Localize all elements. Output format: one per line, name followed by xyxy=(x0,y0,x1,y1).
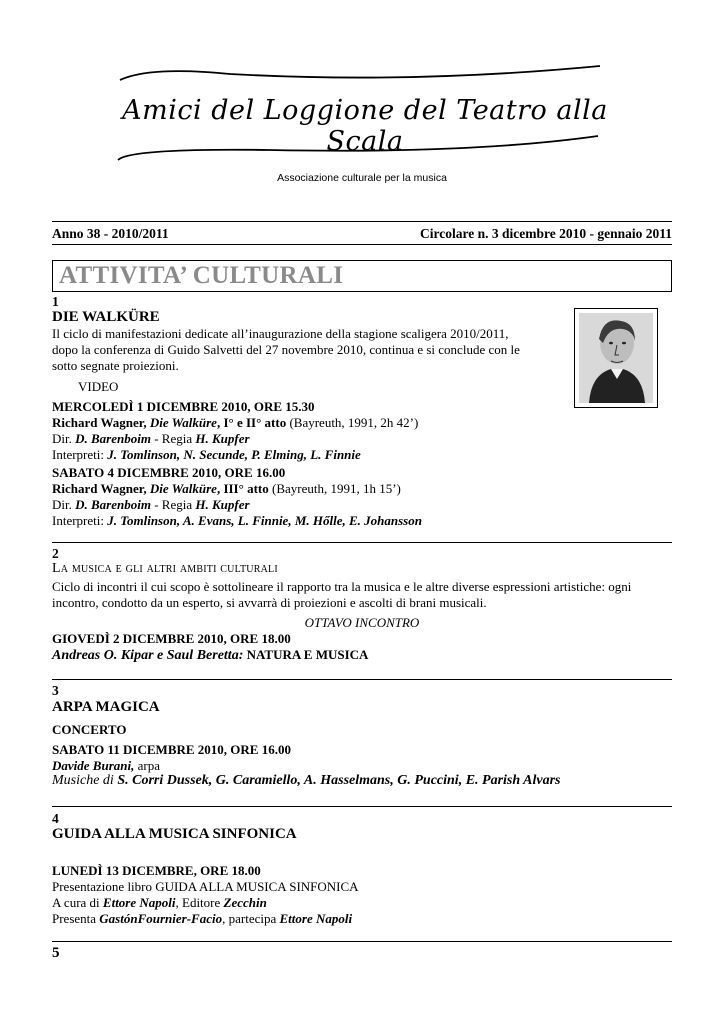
editor-line: A cura di Ettore Napoli, Editore Zecchin xyxy=(52,895,267,910)
item-title-4: GUIDA ALLA MUSICA SINFONICA xyxy=(52,826,297,842)
logo-name: Amici del Loggione del Teatro alla Scala xyxy=(122,95,608,157)
video-label: VIDEO xyxy=(78,379,119,394)
event-date: LUNEDÌ 13 DICEMBRE, ORE 18.00 xyxy=(52,863,261,878)
event-date: SABATO 4 DICEMBRE 2010, ORE 16.00 xyxy=(52,465,286,480)
divider xyxy=(52,244,672,245)
item-intro-2 xyxy=(52,579,672,611)
section-title: ATTIVITA’ CULTURALI xyxy=(59,262,344,289)
item-intro-1 xyxy=(52,326,520,374)
event-performer: Davide Burani, arpa xyxy=(52,758,160,773)
item-title-1: DIE WALKÜRE xyxy=(52,309,160,325)
event-date: GIOVEDÌ 2 DICEMBRE 2010, ORE 18.00 xyxy=(52,631,291,646)
event-2 xyxy=(52,465,422,529)
event-speakers: Andreas O. Kipar e Saul Beretta: NATURA E MUSICA xyxy=(52,647,369,663)
event-date: MERCOLEDÌ 1 DICEMBRE 2010, ORE 15.30 xyxy=(52,399,315,414)
item-title-2: La musica e gli altri ambiti culturali xyxy=(52,561,278,576)
intro-line: incontro, condotto da un esperto, si avvarrà di proiezioni e ascolti di brani musicali. xyxy=(52,595,487,610)
section-title-box xyxy=(52,260,672,292)
event-work: Richard Wagner, Die Walküre, III° atto (Bayreuth, 1991, 1h 15’) xyxy=(52,481,401,496)
intro-line: dopo la conferenza di Guido Salvetti del 27 novembre 2010, continua e si conclude con le xyxy=(52,342,520,357)
book-line: Presentazione libro GUIDA ALLA MUSICA SINFONICA xyxy=(52,879,359,894)
event-4 xyxy=(52,863,359,927)
circular-label: Circolare n. 3 dicembre 2010 - gennaio 2011 xyxy=(420,226,672,241)
header-row xyxy=(52,226,672,242)
item-number-1: 1 xyxy=(52,294,59,309)
item-number-4: 4 xyxy=(52,811,59,826)
event-program: Musiche di S. Corri Dussek, G. Caramiello, A. Hasselmans, G. Puccini, E. Parish Alvars xyxy=(52,773,561,788)
item-number-3: 3 xyxy=(52,683,59,698)
event-direction: Dir. D. Barenboim - Regia H. Kupfer xyxy=(52,431,250,446)
logo-subtitle: Associazione culturale per la musica xyxy=(277,172,447,184)
divider xyxy=(52,806,672,807)
event-date: SABATO 11 DICEMBRE 2010, ORE 16.00 xyxy=(52,742,291,757)
item-number-5: 5 xyxy=(52,945,60,961)
logo-top-curve xyxy=(110,58,620,98)
item-number-2: 2 xyxy=(52,546,59,561)
divider xyxy=(52,941,672,942)
year-label: Anno 38 - 2010/2011 xyxy=(52,226,169,241)
wagner-portrait-image xyxy=(574,308,658,408)
concert-label: CONCERTO xyxy=(52,722,127,737)
divider xyxy=(52,221,672,222)
item-title-3: ARPA MAGICA xyxy=(52,699,160,715)
logo-bottom-curve xyxy=(110,130,620,170)
intro-line: Il ciclo di manifestazioni dedicate all’inaugurazione della stagione scaligera 2010/2011, xyxy=(52,326,509,341)
event-direction: Dir. D. Barenboim - Regia H. Kupfer xyxy=(52,497,250,512)
intro-line: sotto segnate proiezioni. xyxy=(52,358,179,373)
intro-line: Ciclo di incontri il cui scopo è sottolineare il rapporto tra la musica e le altre diverse espressioni artistiche: ogni xyxy=(52,579,632,594)
event-work: Richard Wagner, Die Walküre, I° e II° atto (Bayreuth, 1991, 2h 42’) xyxy=(52,415,419,430)
event-performers: Interpreti: J. Tomlinson, N. Secunde, P. Elming, L. Finnie xyxy=(52,447,361,462)
divider xyxy=(52,542,672,543)
presenter-line: Presenta GastónFournier-Facio, partecipa Ettore Napoli xyxy=(52,911,353,926)
event-1 xyxy=(52,399,418,463)
divider xyxy=(52,679,672,680)
event-performers: Interpreti: J. Tomlinson, A. Evans, L. Finnie, M. Hőlle, E. Johansson xyxy=(52,513,422,528)
incontro-label: OTTAVO INCONTRO xyxy=(304,615,420,630)
